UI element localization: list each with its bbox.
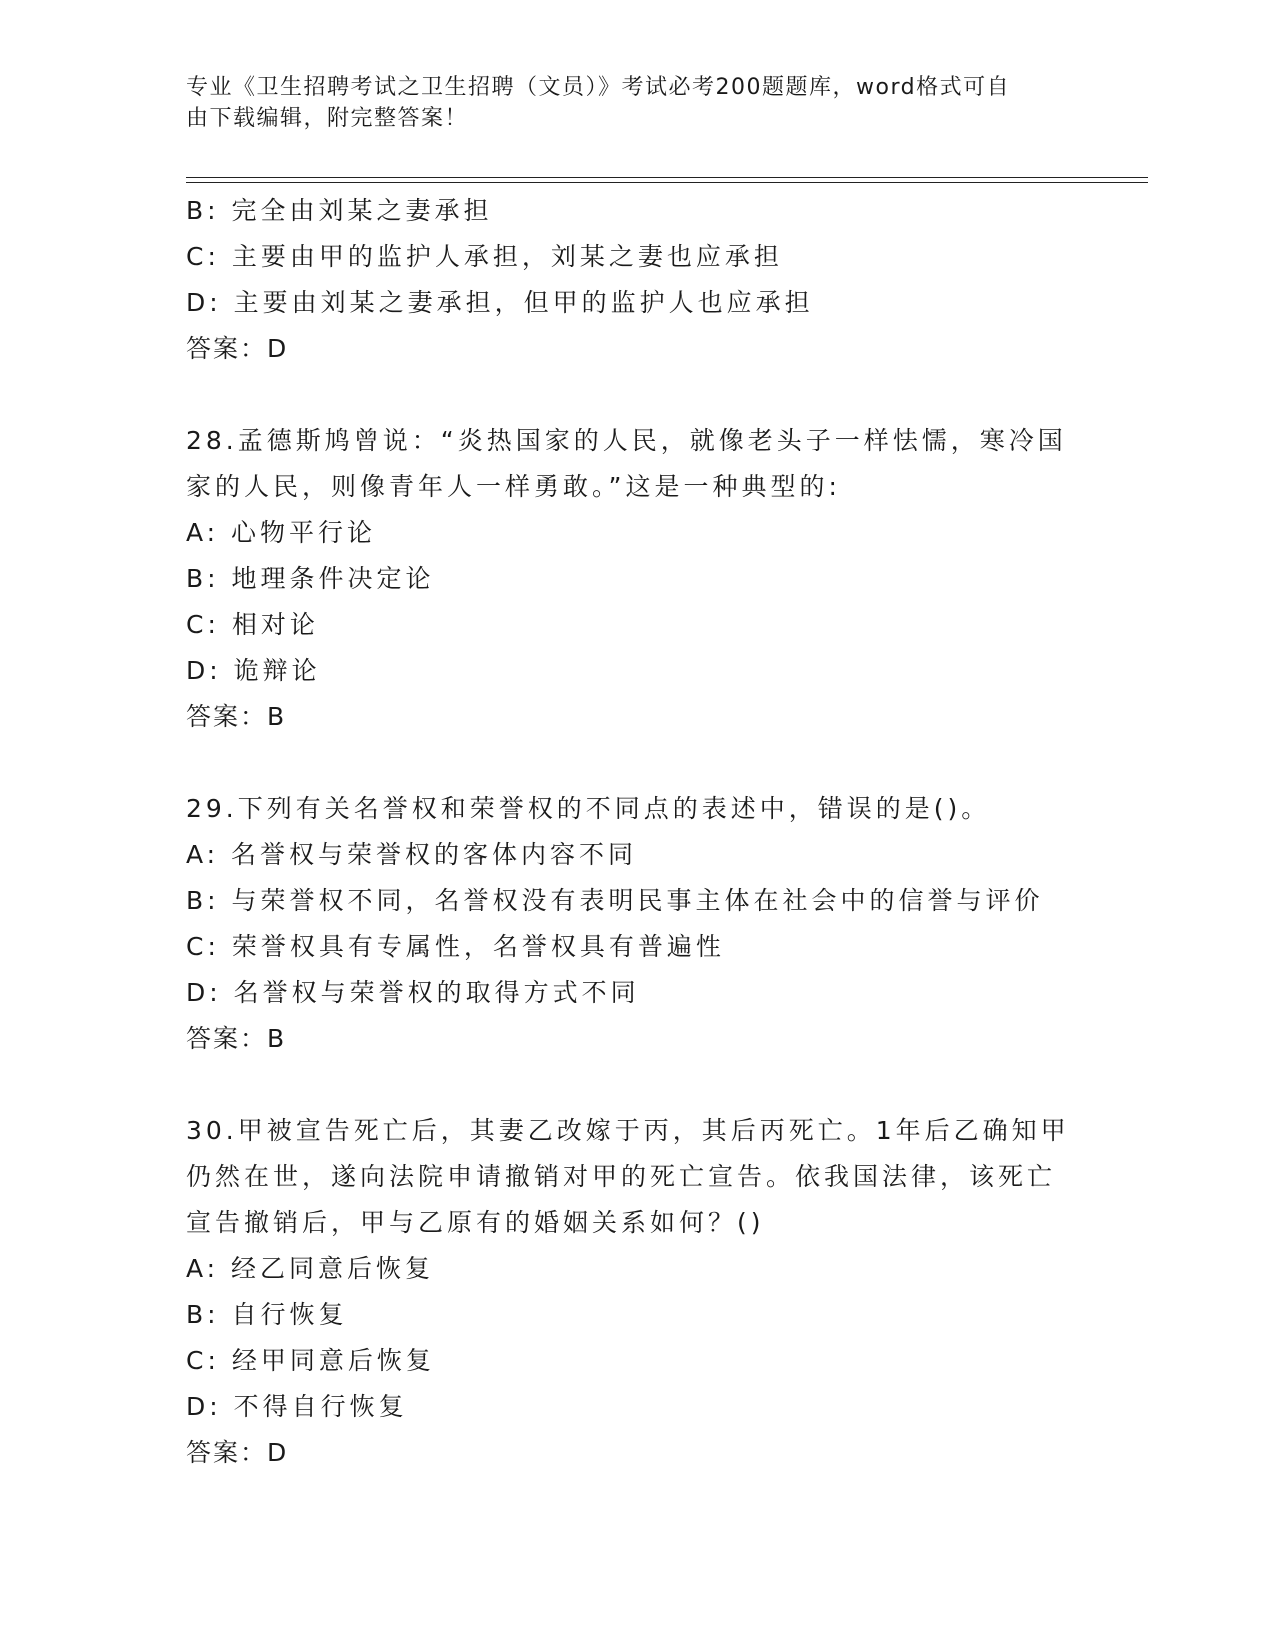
spacer <box>186 740 1086 786</box>
option-a: A: 名誉权与荣誉权的客体内容不同 <box>186 840 638 869</box>
option-b: B: 完全由刘某之妻承担 <box>186 196 493 225</box>
option-c: C: 荣誉权具有专属性，名誉权具有普遍性 <box>186 932 725 961</box>
question-stem-line: 30.甲被宣告死亡后，其妻乙改嫁于丙，其后丙死亡。1年后乙确知甲 <box>186 1116 1070 1145</box>
option-a: A: 心物平行论 <box>186 518 377 547</box>
question-28 <box>186 418 1086 740</box>
header-line: 专业《卫生招聘考试之卫生招聘（文员）》考试必考200题题库，word格式可自 <box>186 75 1011 100</box>
option-b: B: 地理条件决定论 <box>186 564 435 593</box>
option-c: C: 经甲同意后恢复 <box>186 1346 435 1375</box>
option-d: D: 主要由刘某之妻承担，但甲的监护人也应承担 <box>186 288 814 317</box>
document-header <box>186 72 1066 134</box>
answer-line: 答案：D <box>186 334 289 363</box>
header-rule-top <box>186 177 1148 178</box>
option-d: D: 不得自行恢复 <box>186 1392 408 1421</box>
option-c: C: 相对论 <box>186 610 319 639</box>
option-b: B: 与荣誉权不同，名誉权没有表明民事主体在社会中的信誉与评价 <box>186 886 1044 915</box>
option-b: B: 自行恢复 <box>186 1300 348 1329</box>
header-rule-bottom <box>186 182 1148 183</box>
question-stem-line: 家的人民，则像青年人一样勇敢。”这是一种典型的: <box>186 472 841 501</box>
continued-question <box>186 188 1086 372</box>
option-c: C: 主要由甲的监护人承担，刘某之妻也应承担 <box>186 242 783 271</box>
answer-line: 答案：B <box>186 1024 287 1053</box>
header-line: 由下载编辑，附完整答案！ <box>186 106 469 131</box>
answer-line: 答案：B <box>186 702 287 731</box>
question-stem-line: 宣告撤销后，甲与乙原有的婚姻关系如何？() <box>186 1208 765 1237</box>
spacer <box>186 1062 1086 1108</box>
spacer <box>186 372 1086 418</box>
question-stem-line: 29.下列有关名誉权和荣誉权的不同点的表述中，错误的是()。 <box>186 794 991 823</box>
question-stem-line: 28.孟德斯鸠曾说：“炎热国家的人民，就像老头子一样怯懦，寒冷国 <box>186 426 1067 455</box>
question-29 <box>186 786 1086 1062</box>
question-30 <box>186 1108 1086 1476</box>
option-d: D: 名誉权与荣誉权的取得方式不同 <box>186 978 640 1007</box>
option-d: D: 诡辩论 <box>186 656 321 685</box>
answer-line: 答案：D <box>186 1438 289 1467</box>
question-stem-line: 仍然在世，遂向法院申请撤销对甲的死亡宣告。依我国法律，该死亡 <box>186 1162 1057 1191</box>
option-a: A: 经乙同意后恢复 <box>186 1254 435 1283</box>
document-body <box>186 188 1086 1476</box>
